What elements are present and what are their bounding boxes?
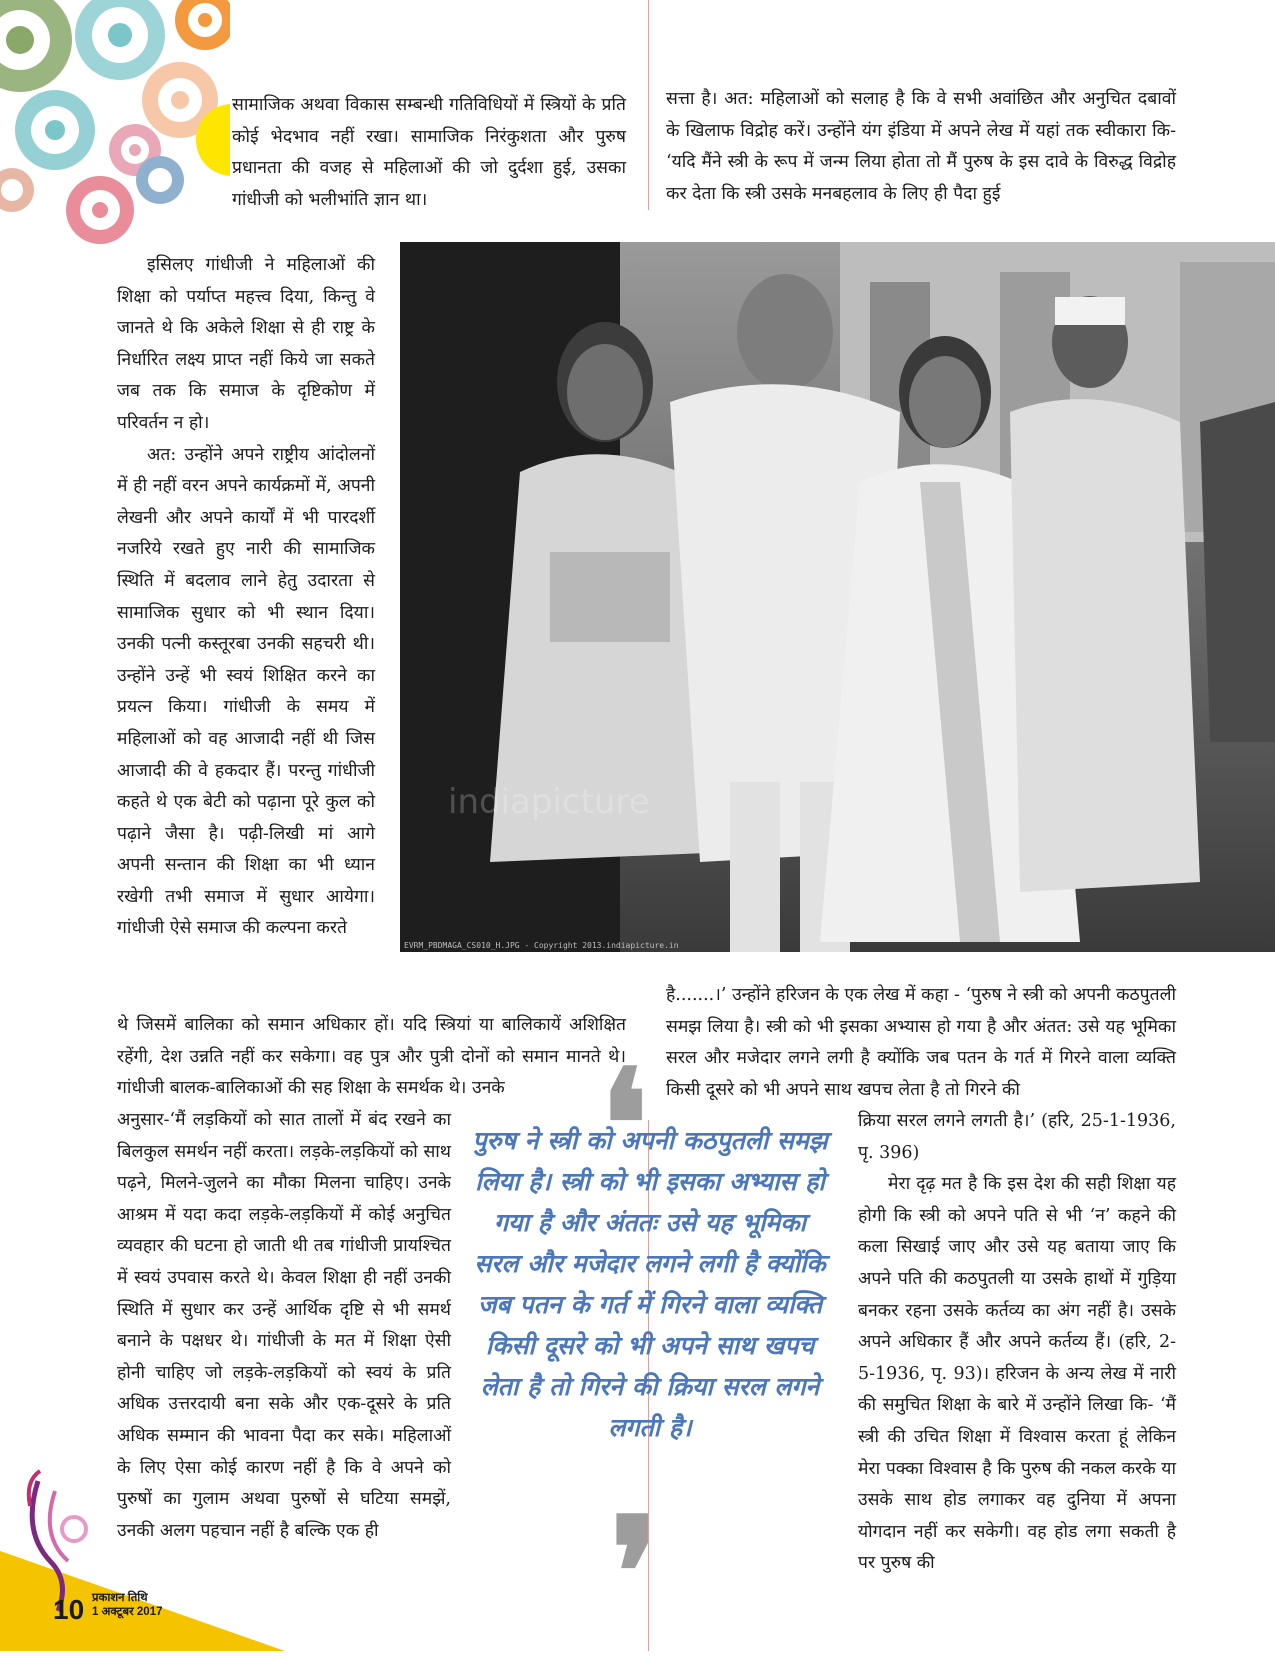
publication-label: प्रकाशन तिथि bbox=[92, 1592, 148, 1604]
col2-mid bbox=[666, 980, 1176, 1106]
open-quote-mark: ❛ bbox=[600, 1037, 649, 1213]
decorative-swirls bbox=[0, 0, 230, 260]
col1-middle bbox=[117, 250, 375, 945]
publication-date: 1 अक्टूबर 2017 bbox=[92, 1606, 163, 1618]
photo-caption: EVRM_PBDMAGA_CS010_H.JPG - Copyright 2013.indiapicture.in bbox=[404, 941, 679, 950]
close-quote-mark: ❜ bbox=[610, 1485, 659, 1661]
col2-paragraph-top: सत्ता है। अत: महिलाओं को सलाह है कि वे सभी अवांछित और अनुचित दबावों के खिलाफ विद्रोह करें। उन्होंने यंग इंडिया में अपने लेख में यहां तक स्वीकारा कि- ‘यदि मैंने स्त्री के रूप में जन्म लिया होता तो मैं पुरुष के इस दावे के विरुद्ध विद्रोह कर देता कि स्त्री उसके मनबहलाव के लिए ही पैदा हुई bbox=[666, 89, 1176, 204]
pull-quote bbox=[470, 1120, 830, 1448]
pull-quote-text: पुरुष ने स्त्री को अपनी कठपुतली समझ लिया है। स्त्री को भी इसका अभ्यास हो गया है और अंततः उसे यह भूमिका सरल और मजेदार लगने लगी है क्योंकि जब पतन के गर्त में गिरने वाला व्यक्ति किसी दूसरे को भी अपने साथ खपच लेता है तो गिरने की क्रिया सरल लगने लगती है। bbox=[472, 1126, 828, 1442]
col2-bottom bbox=[858, 1106, 1176, 1580]
col2-paragraph-2: मेरा दृढ़ मत है कि इस देश की सही शिक्षा यह होगी कि स्त्री को अपने पति से भी ‘न’ कहने की कला सिखाई जाए और उसे यह बताया जाए कि अपने पति की कठपुतली या उसके हाथों में गुड़िया बनकर रहना उसके कर्तव्य का अंग नहीं है। उसके अपने अधिकार हैं और अपने कर्तव्य हैं। (हरि, 2-5-1936, पृ. 93)। हरिजन के अन्य लेख में नारी की समुचित शिक्षा के बारे में उन्होंने लिखा कि- ‘मैं स्त्री की उचित शिक्षा में विश्वास करता हूं लेकिन मेरा पक्का विश्वास है कि पुरुष की नकल करके या उसके साथ होड लगाकर वह दुनिया में अपना योगदान नहीं कर सकेगी। वह होड लगा सकती है पर पुरुष की bbox=[858, 1174, 1176, 1574]
col1-paragraph-2: इसिलए गांधीजी ने महिलाओं की शिक्षा को पर्याप्त महत्त्व दिया, किन्तु वे जानते थे कि अकेले शिक्षा से ही राष्ट्र के निर्धारित लक्ष्य प्राप्त नहीं किये जा सकते जब तक कि समाज के दृष्टिकोण में परिवर्तन न हो। bbox=[117, 255, 375, 433]
photo-watermark: indiapicture bbox=[448, 782, 650, 822]
publication-info bbox=[92, 1591, 163, 1619]
col2-paragraph-mid2: क्रिया सरल लगने लगती है।’ (हरि, 25-1-1936, पृ. 396) bbox=[858, 1111, 1176, 1163]
col1-intro bbox=[232, 90, 626, 216]
col1-wide bbox=[117, 1010, 626, 1105]
col1-paragraph-1: सामाजिक अथवा विकास सम्बन्धी गतिविधियों में स्त्रियों के प्रति कोई भेदभाव नहीं रखा। सामाजिक निरंकुशता और पुरुष प्रधानता की वजह से महिलाओं की जो दुर्दशा हुई, उसका गांधीजी को भलीभांति ज्ञान था। bbox=[232, 95, 626, 210]
col2-top bbox=[666, 84, 1176, 210]
photo-illustration bbox=[400, 242, 1275, 952]
gandhi-photograph bbox=[400, 242, 1275, 952]
col2-paragraph-mid: है.......।’ उन्होंने हरिजन के एक लेख में कहा - ‘पुरुष ने स्त्री को अपनी कठपुतली समझ लिया है। स्त्री को भी इसका अभ्यास हो गया है और अंतत: उसे यह भूमिका सरल और मजेदार लगने लगी है क्योंकि जब पतन के गर्त में गिरने वाला व्यक्ति किसी दूसरे को भी अपने साथ खपच लेता है तो गिरने की bbox=[666, 985, 1176, 1100]
column-divider-top bbox=[648, 0, 649, 210]
col1-paragraph-3b: थे जिसमें बालिका को समान अधिकार हों। यदि स्त्रियां या बालिकायें अशिक्षित रहेंगी, देश उन्नति नहीं कर सकेगा। वह पुत्र और पुत्री दोनों को समान मानते थे। गांधीजी बालक-बालिकाओं की सह शिक्षा के समर्थक थे। उनके bbox=[117, 1015, 626, 1099]
col1-paragraph-3: अत: उन्होंने अपने राष्ट्रीय आंदोलनों में ही नहीं वरन अपने कार्यक्रमों में, अपनी लेखनी और अपने कार्यों में भी पारदर्शी नजरिये रखते हुए नारी की सामाजिक स्थिति में बदलाव लाने हेतु उदारता से सामाजिक सुधार को भी स्थान दिया। उनकी पत्नी कस्तूरबा उनकी सहचरी थी। उन्होंने उन्हें भी स्वयं शिक्षित करने का प्रयत्न किया। गांधीजी के समय में महिलाओं को वह आजादी नहीं थी जिस आजादी की वे हकदार हैं। परन्तु गांधीजी कहते थे एक बेटी को पढ़ाना पूरे कुल को पढ़ाने जैसा है। पढ़ी-लिखी मां आगे अपनी सन्तान की शिक्षा का भी ध्यान रखेगी तभी समाज में सुधार आयेगा। गांधीजी ऐसे समाज की कल्पना करते bbox=[117, 444, 375, 939]
page-number: 10 bbox=[53, 1594, 85, 1625]
col1-paragraph-3c: अनुसार-‘मैं लड़कियों को सात तालों में बंद रखने का बिलकुल समर्थन नहीं करता। लड़के-लड़कियों को साथ पढ़ने, मिलने-जुलने का मौका मिलना चाहिए। उनके आश्रम में यदा कदा लड़के-लड़कियों में कोई अनुचित व्यवहार की घटना हो जाती थी तब गांधीजी प्रायश्चित में स्वयं उपवास करते थे। केवल शिक्षा ही नहीं उनकी स्थिति में सुधार कर उन्हें आर्थिक दृष्टि से भी समर्थ बनाने के पक्षधर थे। गांधीजी के मत में शिक्षा ऐसी होनी चाहिए जो लड़के-लड़कियों को स्वयं के प्रति अधिक उत्तरदायी बना सके और एक-दूसरे के प्रति अधिक सम्मान की भावना पैदा कर सके। महिलाओं के लिए ऐसा कोई कारण नहीं है कि वे अपने को पुरुषों का गुलाम अथवा पुरुषों से घटिया समझें, उनकी अलग पहचान नहीं है बल्कि एक ही bbox=[117, 1110, 451, 1541]
